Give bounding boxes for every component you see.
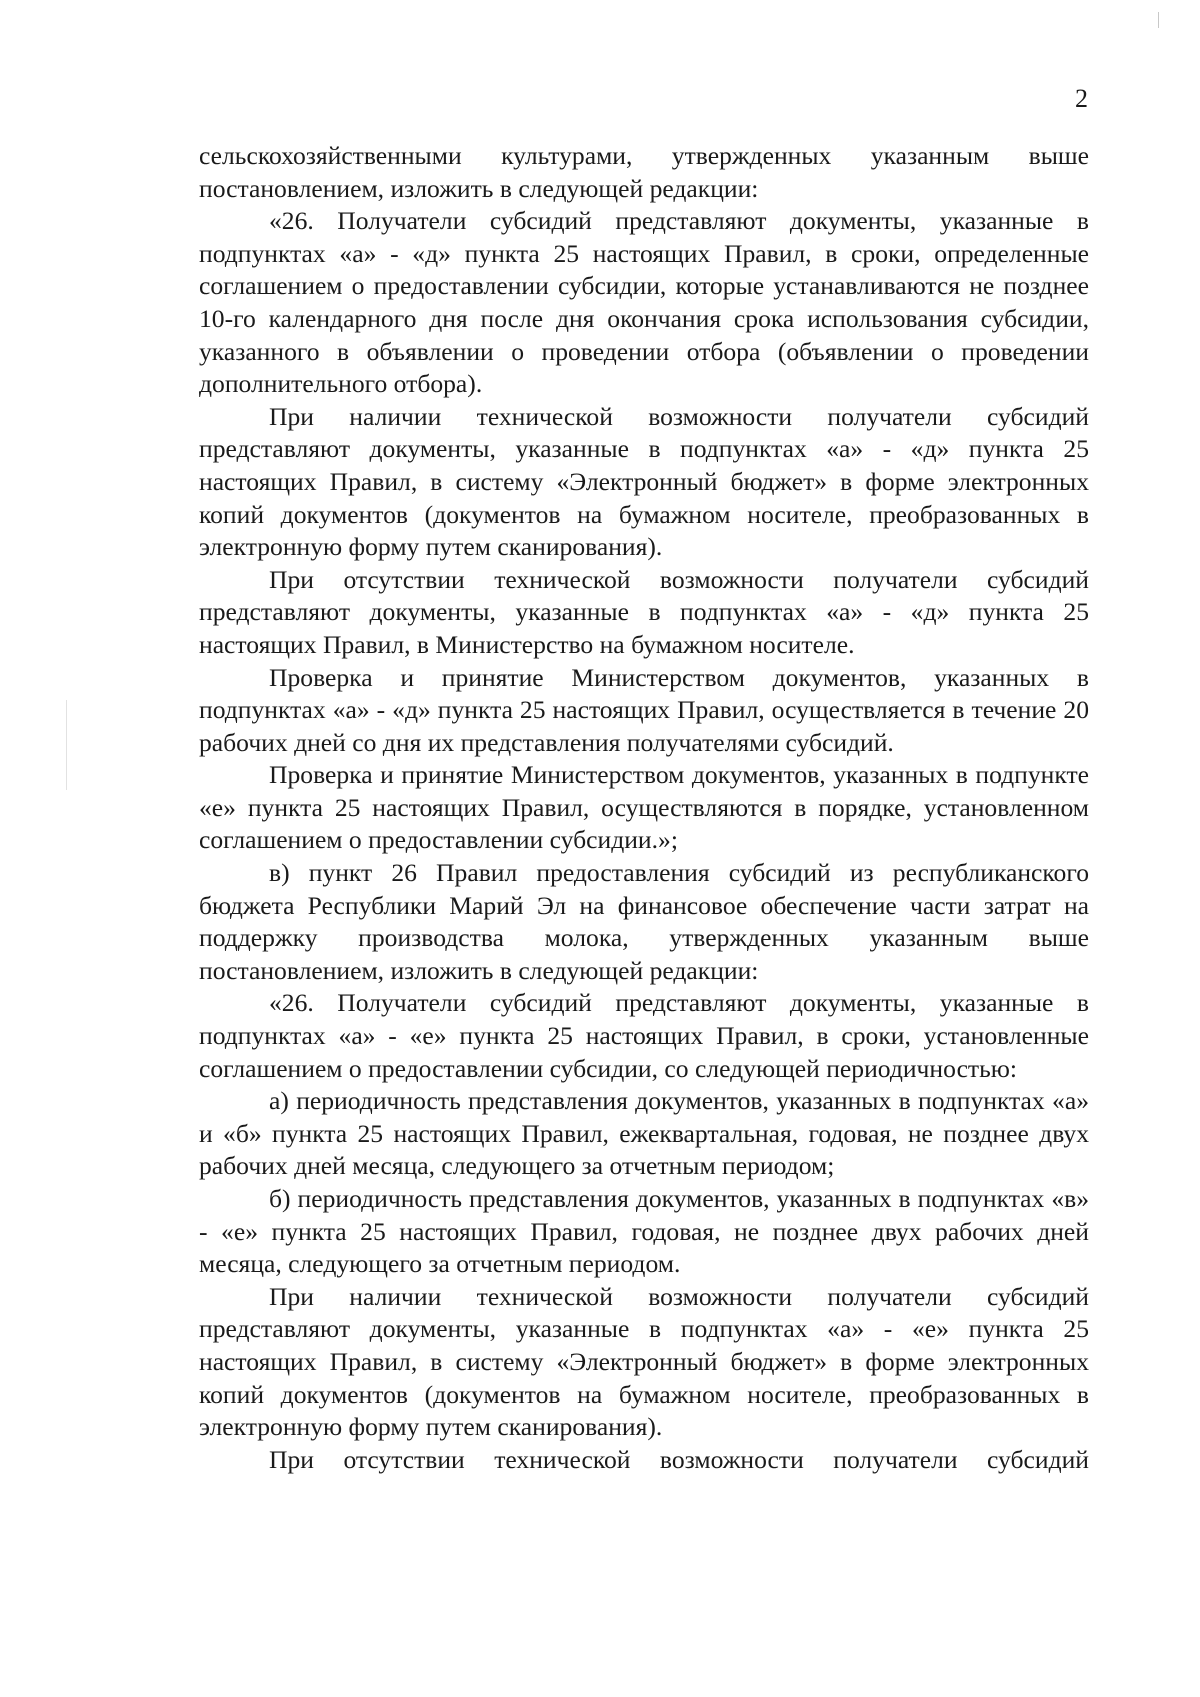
paragraph: сельскохозяйственными культурами, утвержденных указанным выше постановлением, изложить в следующей редакции: (199, 141, 1089, 203)
paragraph: При наличии технической возможности получатели субсидий представляют документы, указанные в подпунктах «а» - «д» пункта 25 настоящих Правил, в систему «Электронный бюджет» в форме электронных копий документов (документов на бумажном носителе, преобразованных в электронную форму путем сканирования). (199, 401, 1089, 562)
paragraph: в) пункт 26 Правил предоставления субсидий из республиканского бюджета Республики Марий Эл на финансовое обеспечение части затрат на поддержку производства молока, утвержденных указанным выше постановлением, изложить в следующей редакции: (199, 858, 1089, 985)
paragraph: «26. Получатели субсидий представляют документы, указанные в подпунктах «а» - «д» пункта 25 настоящих Правил, в сроки, определенные соглашением о предоставлении субсидии, которые устанавливаются не позднее 10-го календарного дня после дня окончания срока использования субсидии, указанного в объявлении о проведении отбора (объявлении о проведении дополнительного отбора). (199, 206, 1089, 399)
paragraph: а) периодичность представления документов, указанных в подпунктах «а» и «б» пункта 25 настоящих Правил, ежеквартальная, годовая, не позднее двух рабочих дней месяца, следующего за отчетным периодом; (199, 1086, 1089, 1181)
scan-edge-mark-left (66, 700, 67, 790)
scan-edge-mark-top-right (1158, 12, 1159, 28)
paragraph: При отсутствии технической возможности получатели субсидий (269, 1444, 1089, 1474)
paragraph: б) периодичность представления документов, указанных в подпунктах «в» - «е» пункта 25 настоящих Правил, годовая, не позднее двух рабочих дней месяца, следующего за отчетным периодом. (199, 1184, 1089, 1279)
document-body (199, 140, 1089, 1476)
paragraph: «26. Получатели субсидий представляют документы, указанные в подпунктах «а» - «е» пункта 25 настоящих Правил, в сроки, установленные соглашением о предоставлении субсидии, со следующей периодичностью: (199, 988, 1089, 1083)
paragraph: При наличии технической возможности получатели субсидий представляют документы, указанные в подпунктах «а» - «е» пункта 25 настоящих Правил, в систему «Электронный бюджет» в форме электронных копий документов (документов на бумажном носителе, преобразованных в электронную форму путем сканирования). (199, 1281, 1089, 1442)
paragraph: При отсутствии технической возможности получатели субсидий представляют документы, указанные в подпунктах «а» - «д» пункта 25 настоящих Правил, в Министерство на бумажном носителе. (199, 564, 1089, 659)
paragraph: Проверка и принятие Министерством документов, указанных в подпункте «е» пункта 25 настоящих Правил, осуществляются в порядке, установленном соглашением о предоставлении субсидии.»; (199, 760, 1089, 855)
page-number: 2 (1075, 84, 1088, 113)
paragraph: Проверка и принятие Министерством документов, указанных в подпунктах «а» - «д» пункта 25 настоящих Правил, осуществляется в течение 20 рабочих дней со дня их представления получателями субсидий. (199, 662, 1089, 757)
